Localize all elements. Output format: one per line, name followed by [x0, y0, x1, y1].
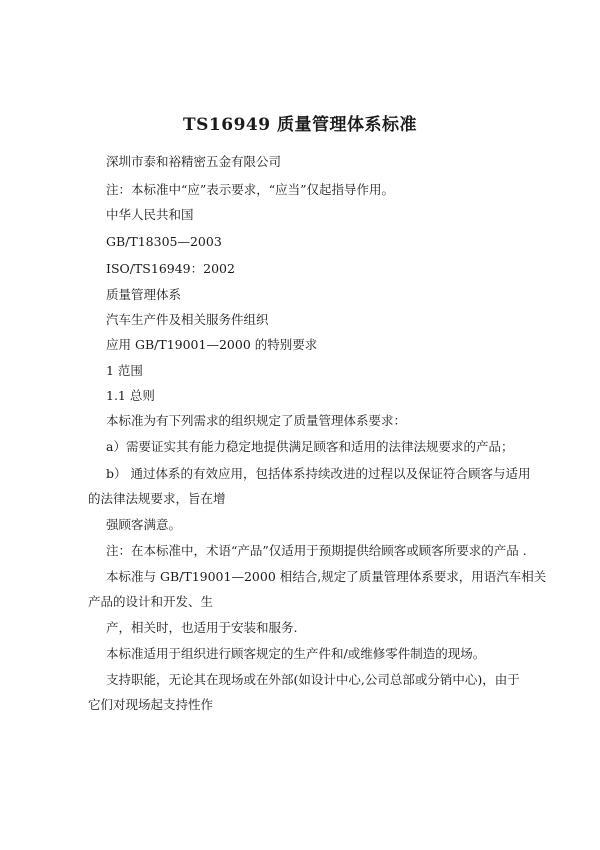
- paragraph-line: 本标准适用于组织进行顾客规定的生产件和/或维修零件制造的现场。: [106, 646, 486, 661]
- section-heading-auto: 汽车生产件及相关服务件组织: [106, 312, 269, 327]
- standard-code-gb: GB/T18305—2003: [106, 234, 222, 249]
- list-item-b-cont: 的法律法规要求，旨在增: [88, 491, 226, 506]
- paragraph-line: 产，相关时，也适用于安装和服务.: [106, 620, 298, 635]
- country-line: 中华人民共和国: [106, 207, 194, 222]
- paragraph-line: 支持职能，无论其在现场或在外部(如设计中心,公司总部或分销中心)，由于: [106, 672, 520, 687]
- note-product: 注：在本标准中，术语“产品”仅适用于预期提供给顾客或顾客所要求的产品 .: [106, 543, 527, 558]
- list-item-a: a）需要证实其有能力稳定地提供满足顾客和适用的法律法规要求的产品；: [106, 439, 514, 454]
- section-heading-qms: 质量管理体系: [106, 287, 182, 302]
- paragraph-line: 本标准为有下列需求的组织规定了质量管理体系要求：: [106, 413, 407, 428]
- section-heading-application: 应用 GB/T19001—2000 的特别要求: [106, 337, 318, 352]
- document-title: TS16949 质量管理体系标准: [183, 115, 417, 135]
- paragraph-line: 产品的设计和开发、生: [88, 594, 214, 609]
- note-line: 注：本标准中“应”表示要求，“应当”仅起指导作用。: [106, 182, 395, 197]
- paragraph-line: 它们对现场起支持性作: [88, 697, 214, 712]
- list-item-b-cont2: 强顾客满意。: [106, 517, 182, 532]
- company-name: 深圳市泰和裕精密五金有限公司: [106, 154, 282, 169]
- section-scope: 1 范围: [106, 363, 143, 378]
- paragraph-line: 本标准与 GB/T19001—2000 相结合,规定了质量管理体系要求，用语汽车相关: [106, 569, 547, 584]
- list-item-b: b） 通过体系的有效应用，包括体系持续改进的过程以及保证符合顾客与适用: [106, 466, 531, 481]
- section-general: 1.1 总则: [106, 388, 155, 403]
- standard-code-iso: ISO/TS16949：2002: [106, 261, 235, 276]
